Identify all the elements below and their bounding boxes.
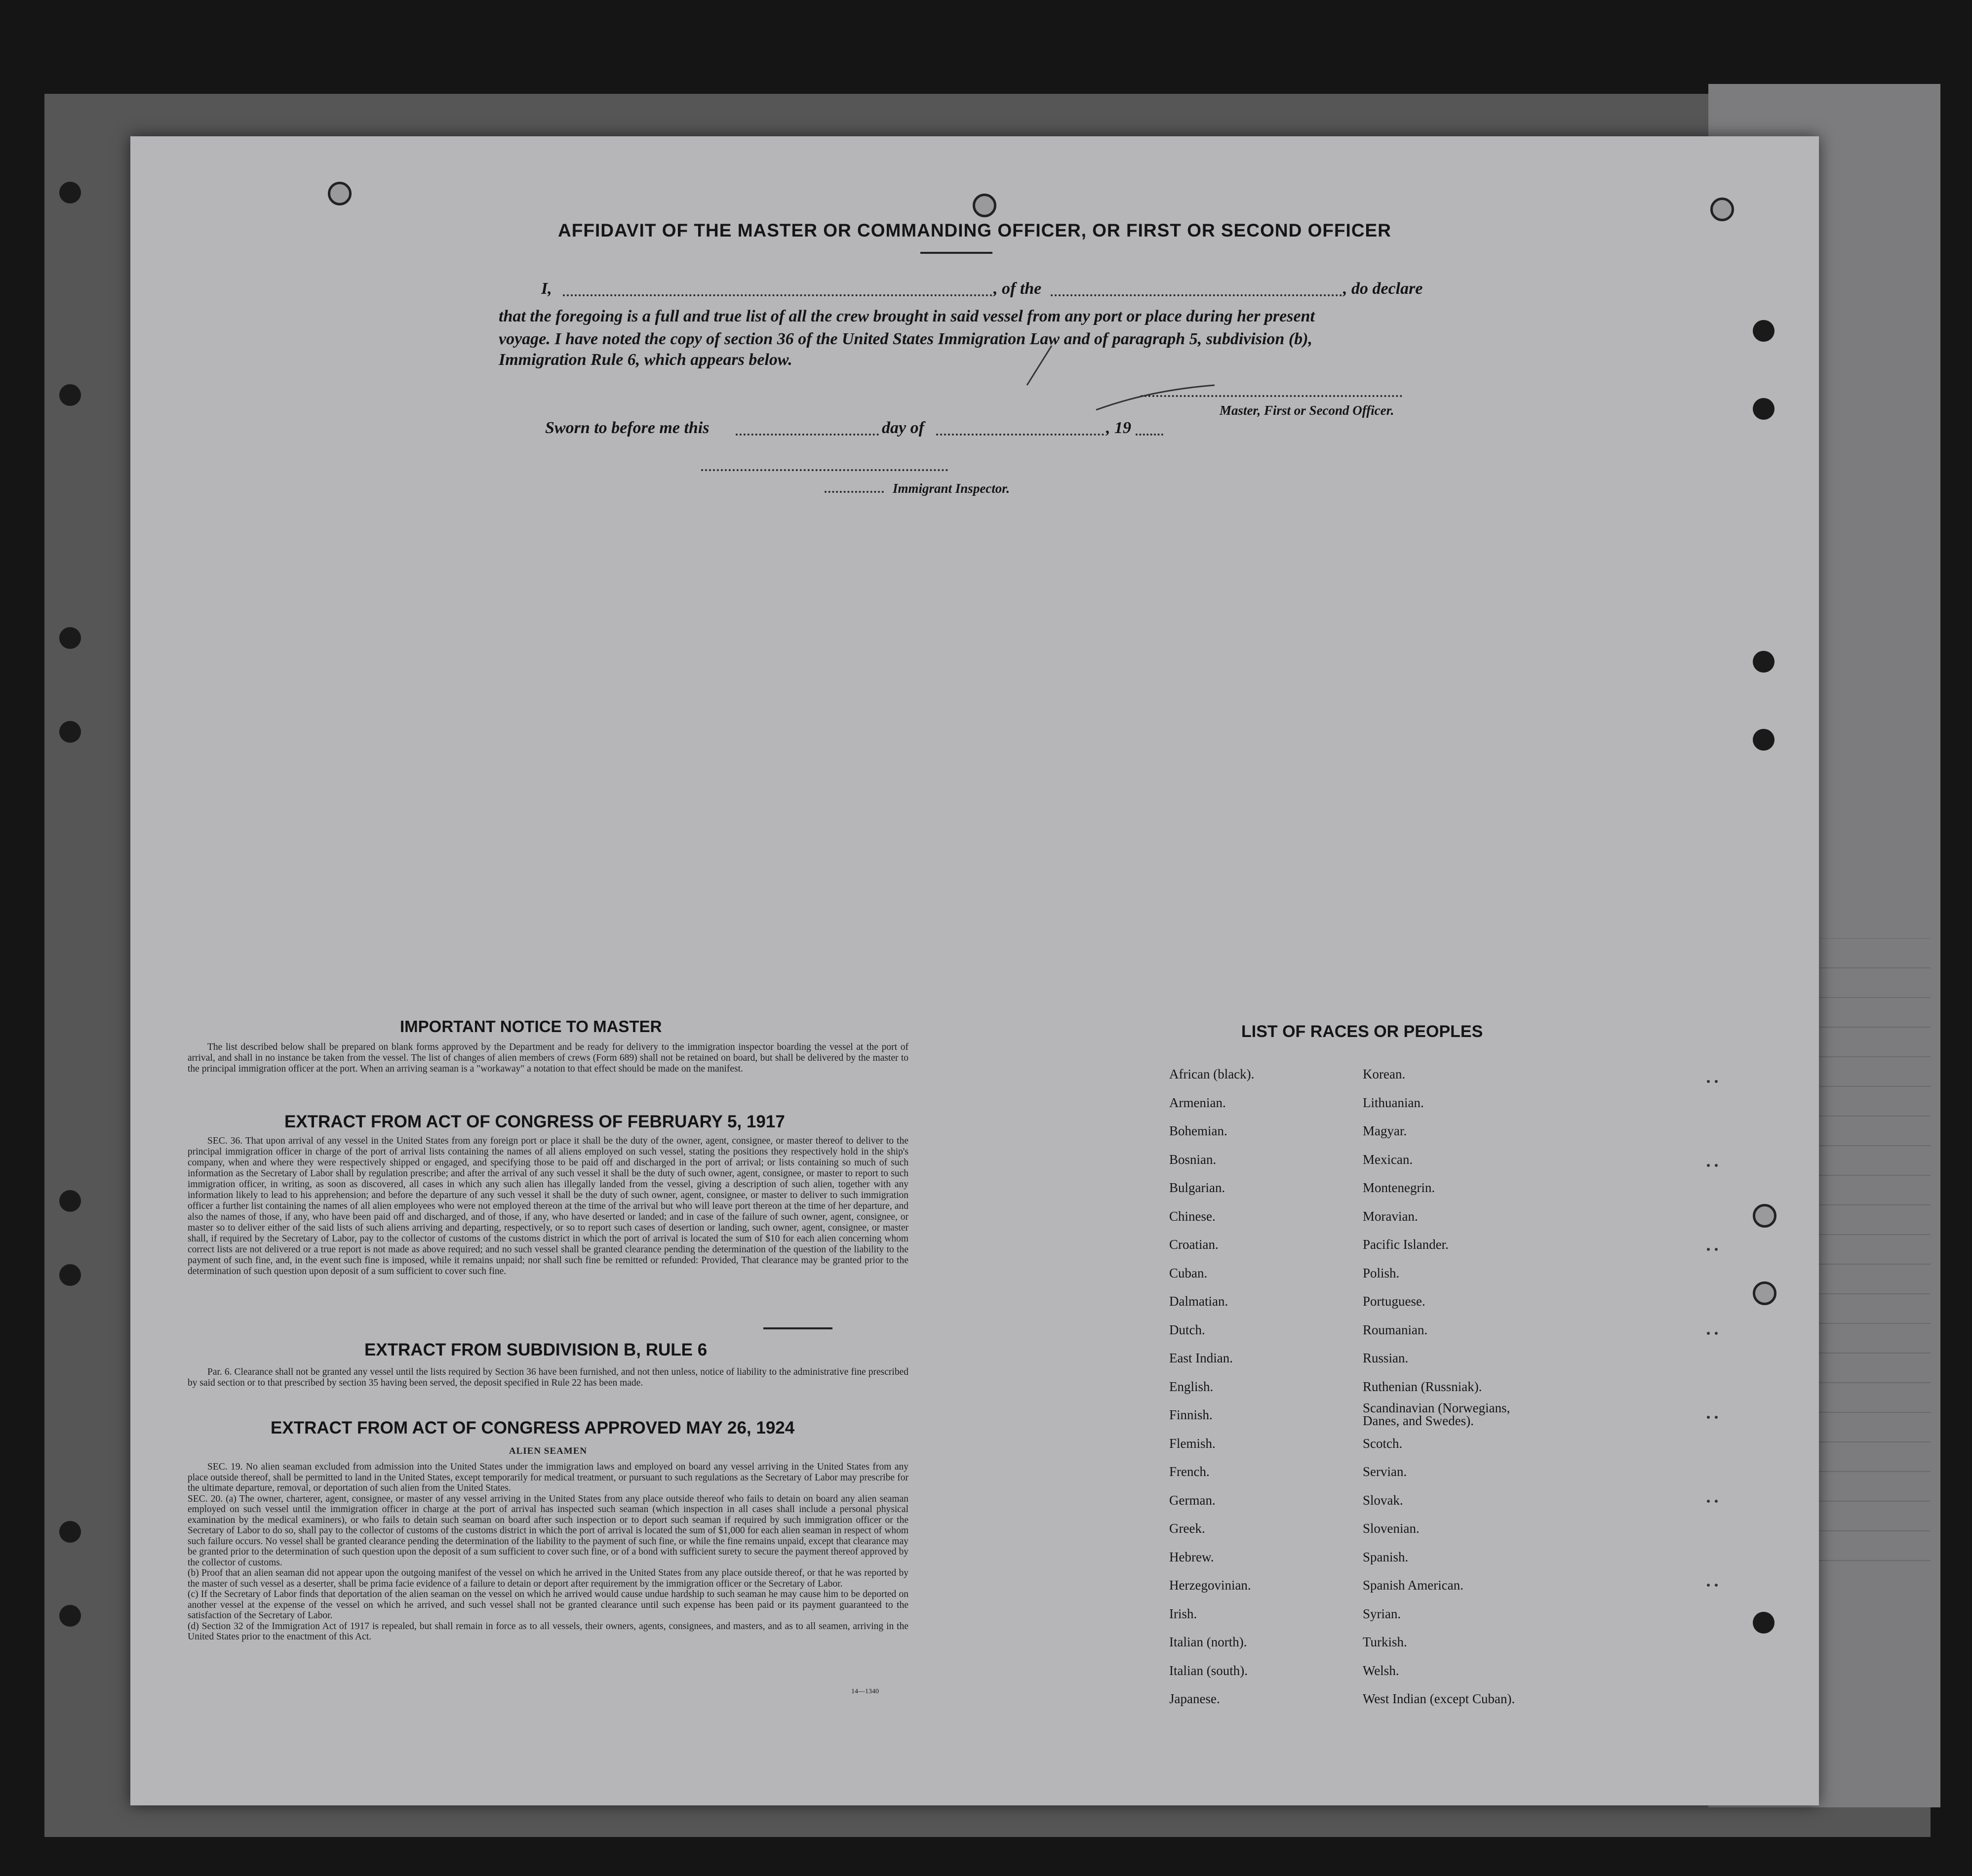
extract-1917-text: SEC. 36. That upon arrival of any vessel in the United States from any foreign port or place it shall be the duty of the owner, agent, consignee, or master thereof to deliver to the principal immigration officer in charge of the port of arrival lists containing the names of all aliens employed on such vessel, stating the positions they respectively hold in the ship's company, when and where they were respectively shipped or engaged, and specifying those to be paid off and discharged in the port of arrival; or lists containing so much of such information as the Secretary of Labor shall by regulation prescribe; and after the arrival of any such vessel it shall be the duty of such owner, agent, consignee, or master to report to such immigration officer, in writing, as soon as discovered, all cases in which any such alien has illegally landed from the vessel, giving a description of such alien, together with any information likely to lead to his apprehension; and before the departure of any such vessel it shall be the duty of such owner, agent, consignee, or master to deliver to such immigration officer a further list containing the names of all alien employees who were not employed thereon at the time of the arrival but who will leave port thereon at the time of her departure, and also the names of those, if any, who have been paid off and discharged, and of those, if any, who have deserted or landed; and in case of the failure of such owner, agent, consignee, or master so to deliver either of the said lists of such aliens arriving and departing, respectively, or so to report such cases of desertion or landing, such owner, agent, consignee, or master shall, if required by the Secretary of Labor, pay to the collector of customs of the customs district in which the port of arrival is located the sum of $10 for each alien concerning whom correct lists are not delivered or a true report is not made as above required; and no such vessel shall be granted clearance pending the determination of the question of the liability to the payment of such fine, and, in the event such fine is imposed, while it remains unpaid; nor shall such fine be remitted or refunded: Provided, That clearance may be granted prior to the determination of such question upon deposit of a sum sufficient to cover such fine.	[188, 1136, 908, 1277]
extract-1917-title: EXTRACT FROM ACT OF CONGRESS OF FEBRUARY 5, 1917	[284, 1112, 785, 1131]
extract-1924-title: EXTRACT FROM ACT OF CONGRESS APPROVED MAY 26, 1924	[271, 1418, 795, 1437]
extract-1924-subtitle: ALIEN SEAMEN	[509, 1446, 588, 1456]
binder-hole	[328, 182, 352, 205]
binder-hole	[59, 1605, 81, 1627]
inspector-signature-line	[701, 469, 948, 471]
race-item: Dutch.	[1169, 1322, 1205, 1337]
race-item: Chinese.	[1169, 1208, 1216, 1224]
year-label: , 19	[1106, 419, 1131, 437]
affidavit-do-declare: , do declare	[1343, 279, 1423, 298]
binder-hole	[1753, 398, 1775, 420]
race-item: Moravian.	[1363, 1208, 1418, 1224]
sworn-year-line	[1136, 434, 1163, 436]
races-title: LIST OF RACES OR PEOPLES	[1241, 1022, 1483, 1041]
binder-hole	[1753, 1612, 1775, 1634]
race-item: Bosnian.	[1169, 1152, 1217, 1167]
race-item: Welsh.	[1363, 1663, 1399, 1678]
extract-1924-text: SEC. 19. No alien seaman excluded from admission into the United States under the immigration laws and employed on board any vessel arriving in the United States from any place outside thereof, shall be permitted to land in the United States, except temporarily for medical treatment, or pursuant to such regulations as the Secretary of Labor may prescribe for the ultimate departure, removal, or deportation of such alien from the United States. SEC. 20. (a) The owner, charterer, agent, consignee, or master of any vessel arriving in the United States from any place outside thereof who fails to detain on board any alien seaman employed on such vessel until the immigration officer in charge at the port of arrival has inspected such seaman (which inspection in all cases shall include a personal physical examination by the medical examiners), or who fails to detain such seaman on board after such inspection or to deport such seaman if required by such immigration officer or the Secretary of Labor to do so, shall pay to the collector of customs of the customs district in which the port of arrival is located the sum of $1,000 for each alien seaman in respect of whom such failure occurs. No vessel shall be granted clearance pending the determination of the liability to the payment of such fine, or while the fine remains unpaid, except that clearance may be granted prior to the determination of such question upon the deposit of a sum sufficient to cover such fine, or of a bond with sufficient surety to secure the payment thereof approved by the collector of customs. (b) Proof that an alien seaman did not appear upon the outgoing manifest of the vessel on which he arrived in the United States from any place outside thereof, or that he was reported by the master of such vessel as a deserter, shall be prima facie evidence of a failure to detain or deport after requirement by the immigration officer or the Secretary of Labor. (c) If the Secretary of Labor finds that deportation of the alien seaman on the vessel on which he arrived would cause undue hardship to such seaman he may cause him to be deported on another vessel at the expense of the vessel on which he arrived, and such vessel shall not be granted clearance until such expense has been paid or its payment guaranteed to the satisfaction of the Secretary of Labor. (d) Section 32 of the Immigration Act of 1917 is repealed, but shall remain in force as to all vessels, their owners, agents, consignees, and masters, and as to all seamen, arriving in the United States prior to the enactment of this Act.	[188, 1462, 908, 1642]
race-item: Irish.	[1169, 1606, 1197, 1621]
binder-hole	[59, 1521, 81, 1543]
race-item: Pacific Islander.	[1363, 1237, 1449, 1252]
race-item: Italian (south).	[1169, 1663, 1248, 1678]
binder-hole	[1710, 198, 1734, 221]
binder-hole	[1753, 651, 1775, 673]
race-item: Polish.	[1363, 1265, 1400, 1280]
binder-hole	[59, 384, 81, 406]
race-item: Slovenian.	[1363, 1521, 1420, 1536]
affidavit-title: AFFIDAVIT OF THE MASTER OR COMMANDING OFFICER, OR FIRST OR SECOND OFFICER	[558, 220, 1391, 240]
binder-hole	[59, 182, 81, 203]
binder-hole	[973, 194, 996, 217]
title-rule	[920, 252, 992, 254]
race-item: Lithuanian.	[1363, 1095, 1424, 1110]
binder-hole	[1753, 1204, 1776, 1228]
extract-rule6-title: EXTRACT FROM SUBDIVISION B, RULE 6	[364, 1340, 708, 1359]
race-item: Servian.	[1363, 1464, 1407, 1479]
race-item: Cuban.	[1169, 1265, 1208, 1280]
race-item: Syrian.	[1363, 1606, 1401, 1621]
race-item: East Indian.	[1169, 1351, 1233, 1365]
notice-text: The list described below shall be prepared on blank forms approved by the Department and be ready for delivery to the immigration inspector boarding the vessel at the port of arrival, and shall in no instance be taken from the vessel. The list of changes of alien members of crews (Form 689) shall not be retained on board, but shall be delivered by the master to the principal immigration officer at the port. When an arriving seaman is a "workaway" a notation to that effect should be made on the manifest.	[188, 1042, 908, 1074]
race-item: Spanish American.	[1363, 1578, 1463, 1593]
race-item: Italian (north).	[1169, 1635, 1247, 1649]
race-item: Mexican.	[1363, 1152, 1413, 1167]
race-item: Dalmatian.	[1169, 1294, 1228, 1309]
race-item: Armenian.	[1169, 1095, 1226, 1110]
race-item: Turkish.	[1363, 1635, 1407, 1649]
race-item: Spanish.	[1363, 1549, 1409, 1564]
underlying-margin-dots	[1698, 1067, 1738, 1659]
race-item: Roumanian.	[1363, 1322, 1428, 1337]
extract-rule6-text: Par. 6. Clearance shall not be granted any vessel until the lists required by Section 36 have been furnished, and not then unless, notice of liability to the administrative fine prescribed by said section or to that prescribed by section 35 having been served, the deposit specified in Rule 22 has been made.	[188, 1367, 908, 1388]
race-item: West Indian (except Cuban).	[1363, 1691, 1515, 1706]
notice-title: IMPORTANT NOTICE TO MASTER	[400, 1017, 662, 1036]
master-signature-label: Master, First or Second Officer.	[1220, 403, 1394, 418]
inspector-label: Immigrant Inspector.	[893, 481, 1010, 496]
affidavit-line-1: that the foregoing is a full and true list of all the crew brought in said vessel from any port or place during her present	[499, 307, 1315, 325]
underlying-ruled-lines	[1807, 938, 1931, 1630]
affidavit-i: I,	[541, 279, 552, 298]
binder-hole	[1753, 729, 1775, 751]
sworn-label: Sworn to before me this	[545, 419, 710, 437]
race-item: Greek.	[1169, 1521, 1205, 1536]
race-item: English.	[1169, 1379, 1214, 1394]
binder-hole	[1753, 320, 1775, 342]
binder-hole	[59, 1264, 81, 1286]
race-item: Scandinavian (Norwegians, Danes, and Swedes).	[1363, 1400, 1510, 1428]
race-item: Scotch.	[1363, 1436, 1403, 1451]
race-item: Slovak.	[1363, 1492, 1403, 1508]
binder-hole	[59, 627, 81, 649]
race-item: Korean.	[1363, 1067, 1406, 1081]
race-item: French.	[1169, 1464, 1210, 1479]
race-item: Ruthenian (Russniak).	[1363, 1379, 1482, 1394]
race-item: Japanese.	[1169, 1691, 1220, 1706]
master-name-line	[563, 294, 992, 296]
affidavit-of-the: , of the	[993, 279, 1042, 298]
sworn-day-line	[736, 434, 879, 436]
binder-hole	[1753, 1281, 1776, 1305]
race-item: German.	[1169, 1492, 1216, 1508]
binder-hole	[59, 1190, 81, 1212]
section-rule	[763, 1327, 832, 1329]
race-item: Portuguese.	[1363, 1294, 1425, 1309]
inspector-label-leader	[825, 491, 884, 493]
pen-mark	[1022, 336, 1220, 415]
race-item: Bulgarian.	[1169, 1180, 1225, 1195]
race-item: Russian.	[1363, 1351, 1409, 1365]
race-item: Croatian.	[1169, 1237, 1219, 1252]
race-item: African (black).	[1169, 1067, 1255, 1081]
race-item: Finnish.	[1169, 1407, 1213, 1422]
sworn-month-line	[936, 434, 1104, 436]
affidavit-line-2: voyage. I have noted the copy of section 36 of the United States Immigration Law and of paragraph 5, subdivision (b),	[499, 330, 1313, 348]
race-item: Montenegrin.	[1363, 1180, 1435, 1195]
race-item: Herzegovinian.	[1169, 1578, 1251, 1593]
race-item: Magyar.	[1363, 1123, 1407, 1138]
race-item: Hebrew.	[1169, 1549, 1214, 1564]
race-item: Bohemian.	[1169, 1123, 1227, 1138]
binder-hole	[59, 721, 81, 743]
affidavit-line-3: Immigration Rule 6, which appears below.	[499, 351, 792, 369]
day-of-label: day of	[882, 419, 924, 437]
race-item: Flemish.	[1169, 1436, 1216, 1451]
vessel-name-line	[1051, 294, 1342, 296]
form-number: 14—1340	[851, 1688, 879, 1695]
